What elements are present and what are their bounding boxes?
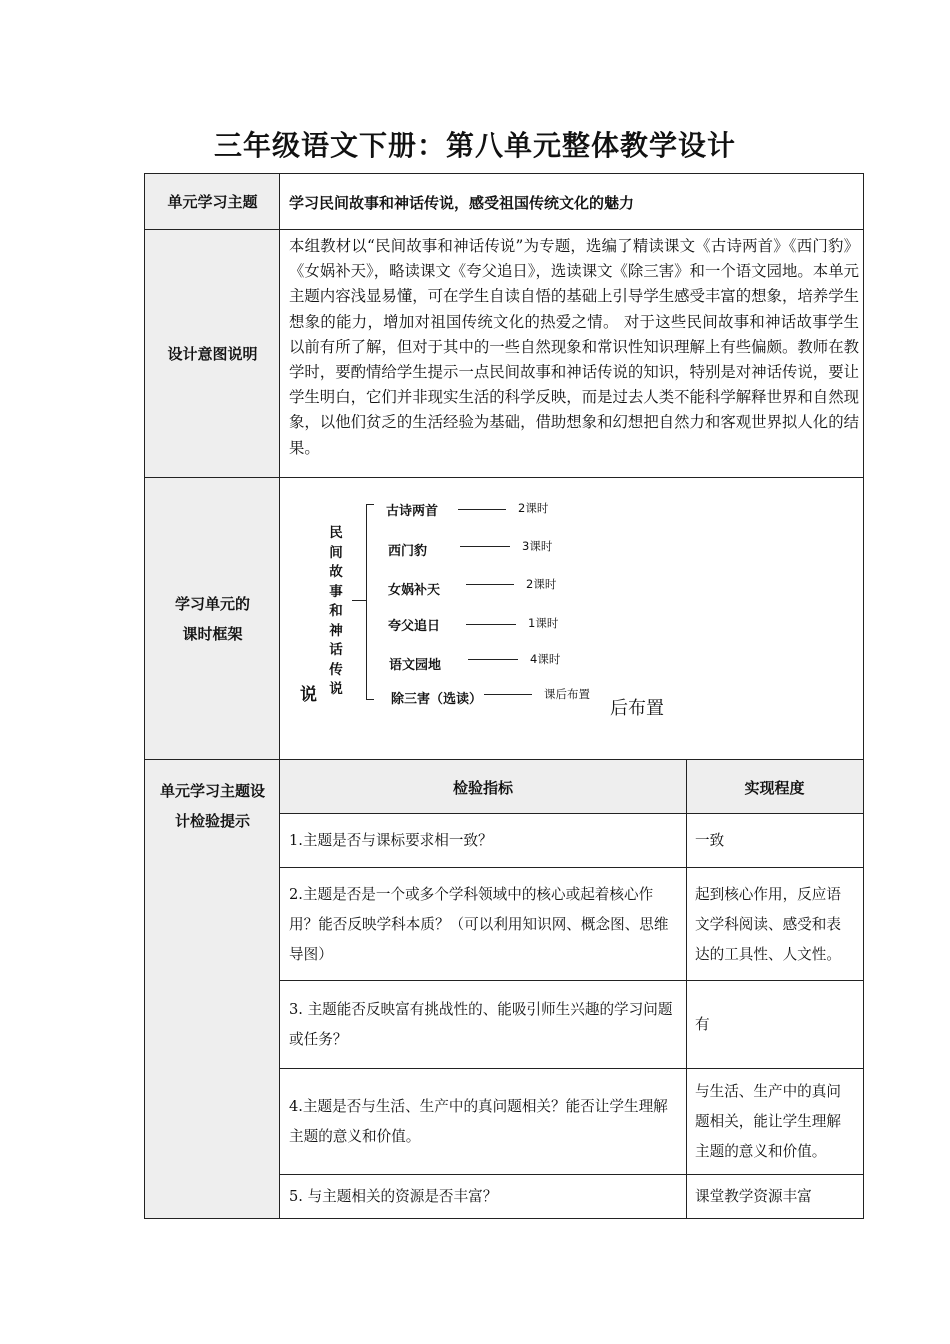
theme-value: 学习民间故事和神话传说，感受祖国传统文化的魅力 xyxy=(289,193,635,212)
check-row-indicator xyxy=(280,868,686,981)
diagram-bracket-nub xyxy=(352,600,366,601)
intent-text-cell xyxy=(280,230,863,478)
diagram-vertical-label: 民间故事和神话传说 xyxy=(329,525,343,697)
diagram-bracket-line xyxy=(366,504,367,700)
check-degree-text: 起到核心作用，反应语文学科阅读、感受和表达的工具性、人文性。 xyxy=(695,885,841,963)
check-indicator-text: 3. 主题能否反映富有挑战性的、能吸引师生兴趣的学习问题或任务？ xyxy=(289,1001,673,1048)
lesson-hours: 2课时 xyxy=(526,577,557,591)
diagram-stray-char: 说 xyxy=(300,685,317,705)
check-header-indicator-text: 检验指标 xyxy=(452,778,513,797)
check-indicator-text: 1.主题是否与课标要求相一致？ xyxy=(289,832,493,849)
table-border xyxy=(145,477,864,478)
table-border xyxy=(279,173,280,1219)
lesson-name: 夸父追日 xyxy=(388,619,441,634)
framework-label-line2: 课时框架 xyxy=(182,625,243,643)
theme-label-cell xyxy=(145,174,280,230)
check-row-indicator xyxy=(280,814,686,868)
check-header-indicator xyxy=(280,760,686,814)
lesson-name: 女娲补天 xyxy=(388,583,441,598)
check-degree-text: 有 xyxy=(695,1016,710,1033)
intent-label: 设计意图说明 xyxy=(167,345,258,363)
page-title: 三年级语文下册：第八单元整体教学设计 xyxy=(213,129,736,162)
table-border xyxy=(863,173,864,1219)
check-indicator-text: 5. 与主题相关的资源是否丰富？ xyxy=(289,1188,498,1205)
check-row-degree xyxy=(686,1175,863,1219)
lesson-hours: 1课时 xyxy=(528,616,559,630)
check-row-indicator xyxy=(280,981,686,1069)
lesson-connector xyxy=(484,694,532,695)
table-border xyxy=(280,867,864,868)
check-row-indicator xyxy=(280,1175,686,1219)
table-border xyxy=(280,813,864,814)
lesson-name: 西门豹 xyxy=(388,544,428,559)
intent-text: 本组教材以“民间故事和神话传说”为专题，选编了精读课文《古诗两首》《西门豹》《女娲补天》，略读课文《夸父追日》，选读课文《除三害》和一个语文园地。本单元主题内容浅显易懂，可在学生自读自悟的基础上引导学生感受丰富的想象，培养学生想象的能力，增加对祖国传统文化的热爱之情。 对于这些民间故事和神话故事学生以前有所了解，但对于其中的一些自然现象和常识性知识理解上有些偏颇。教师在教学时，要酌情给学生提示一点民间故事和神话传说的知识，特别是对神话传说，要让学生明白，它们并非现实生活的科学反映，而是过去人类不能科学解释世界和自然现象，以他们贫乏的生活经验为基础，借助想象和幻想把自然力和客观世界拟人化的结果。 xyxy=(289,237,859,457)
lesson-connector xyxy=(468,659,518,660)
check-row-degree xyxy=(686,1069,863,1175)
theme-label: 单元学习主题 xyxy=(167,193,258,211)
lesson-connector xyxy=(466,624,516,625)
lesson-framework-diagram xyxy=(282,482,862,758)
check-degree-text: 一致 xyxy=(695,832,725,849)
check-row-degree xyxy=(686,868,863,981)
table-border xyxy=(280,980,864,981)
table-border xyxy=(145,1218,864,1219)
check-indicator-text: 4.主题是否与生活、生产中的真问题相关？能否让学生理解主题的意义和价值。 xyxy=(289,1098,668,1145)
diagram-stray-text: 后布置 xyxy=(610,698,664,719)
framework-label-cell xyxy=(145,478,280,760)
lesson-hours: 课后布置 xyxy=(544,687,590,701)
check-label-cell xyxy=(145,760,280,1219)
diagram-bracket-top xyxy=(366,504,374,505)
check-row-indicator xyxy=(280,1069,686,1175)
check-degree-text: 课堂教学资源丰富 xyxy=(695,1188,812,1205)
check-row-degree xyxy=(686,814,863,868)
diagram-bracket-bottom xyxy=(366,699,374,700)
check-label-line1: 单元学习主题设 xyxy=(159,782,265,800)
lesson-connector xyxy=(466,584,514,585)
table-border xyxy=(145,759,864,760)
lesson-connector xyxy=(458,509,506,510)
table-border xyxy=(145,173,864,174)
lesson-connector xyxy=(460,546,510,547)
table-border xyxy=(145,229,864,230)
table-border xyxy=(280,1174,864,1175)
check-degree-text: 与生活、生产中的真问题相关，能让学生理解主题的意义和价值。 xyxy=(695,1083,841,1160)
check-label-line2: 计检验提示 xyxy=(174,812,250,830)
framework-label-line1: 学习单元的 xyxy=(174,595,250,613)
lesson-hours: 3课时 xyxy=(522,539,553,553)
lesson-name: 除三害（选读） xyxy=(391,692,483,707)
lesson-name: 语文园地 xyxy=(389,658,442,673)
lesson-hours: 4课时 xyxy=(530,652,561,666)
lesson-hours: 2课时 xyxy=(518,501,549,515)
check-indicator-text: 2.主题是否是一个或多个学科领域中的核心或起着核心作用？能否反映学科本质？（可以利用知识网、概念图、思维导图） xyxy=(289,885,669,963)
theme-value-cell xyxy=(280,174,863,230)
intent-label-cell xyxy=(145,230,280,478)
table-border xyxy=(280,1068,864,1069)
lesson-name: 古诗两首 xyxy=(386,504,439,519)
check-row-degree xyxy=(686,981,863,1069)
check-header-degree-text: 实现程度 xyxy=(744,778,805,797)
table-border xyxy=(144,173,145,1219)
check-header-degree xyxy=(686,760,863,814)
table-border xyxy=(686,759,687,1219)
